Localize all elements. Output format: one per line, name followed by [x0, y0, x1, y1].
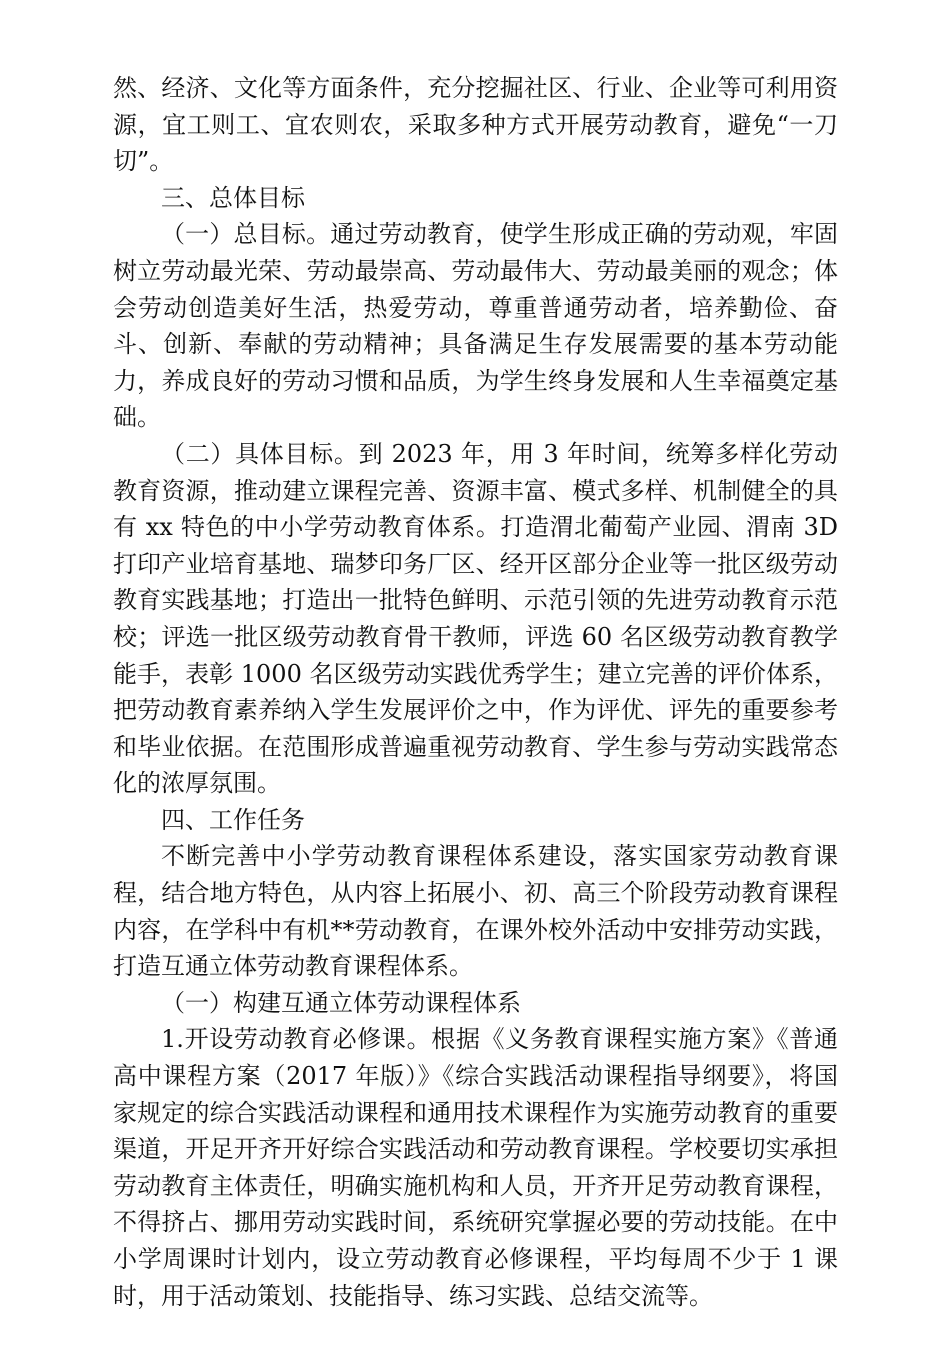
section-heading-work-tasks: 四、工作任务: [161, 805, 305, 834]
document-body: [113, 70, 838, 1314]
paragraph-work-tasks-intro: 不断完善中小学劳动教育课程体系建设，落实国家劳动教育课程，结合地方特色，从内容上拓展小、初、高三个阶段劳动教育课程内容，在学科中有机**劳动教育，在课外校外活动中安排劳动实践，打造互通立体劳动教育课程体系。: [113, 842, 838, 981]
subsection-heading-curriculum-system: （一）构建互通立体劳动课程体系: [161, 988, 521, 1017]
paragraph-general-goal: （一）总目标。通过劳动教育，使学生形成正确的劳动观，牢固树立劳动最光荣、劳动最崇高、劳动最伟大、劳动最美丽的观念；体会劳动创造美好生活，热爱劳动，尊重普通劳动者，培养勤俭、奋斗、创新、奉献的劳动精神；具备满足生存发展需要的基本劳动能力，养成良好的劳动习惯和品质，为学生终身发展和人生幸福奠定基础。: [113, 220, 838, 432]
paragraph-specific-goals: （二）具体目标。到 2023 年，用 3 年时间，统筹多样化劳动教育资源，推动建立课程完善、资源丰富、模式多样、机制健全的具有 xx 特色的中小学劳动教育体系。打造渭北葡萄产业园、渭南 3D 打印产业培育基地、瑞梦印务厂区、经开区部分企业等一批区级劳动教育实践基地；打造出一批特色鲜明、示范引领的先进劳动教育示范校；评选一批区级劳动教育骨干教师，评选 60 名区级劳动教育教学能手，表彰 1000 名区级劳动实践优秀学生；建立完善的评价体系，把劳动教育素养纳入学生发展评价之中，作为评优、评先的重要参考和毕业依据。在范围形成普遍重视劳动教育、学生参与劳动实践常态化的浓厚氛围。: [113, 439, 838, 798]
paragraph-required-course: 1.开设劳动教育必修课。根据《义务教育课程实施方案》《普通高中课程方案（2017 年版）》《综合实践活动课程指导纲要》，将国家规定的综合实践活动课程和通用技术课程作为实施劳动教育的重要渠道，开足开齐开好综合实践活动和劳动教育课程。学校要切实承担劳动教育主体责任，明确实施机构和人员，开齐开足劳动教育课程，不得挤占、挪用劳动实践时间，系统研究掌握必要的劳动技能。在中小学周课时计划内，设立劳动教育必修课程，平均每周不少于 1 课时，用于活动策划、技能指导、练习实践、总结交流等。: [113, 1025, 838, 1310]
section-heading-overall-goals: 三、总体目标: [161, 183, 305, 212]
paragraph-continuation: 然、经济、文化等方面条件，充分挖掘社区、行业、企业等可利用资源，宜工则工、宜农则农，采取多种方式开展劳动教育，避免“一刀切”。: [113, 74, 838, 176]
